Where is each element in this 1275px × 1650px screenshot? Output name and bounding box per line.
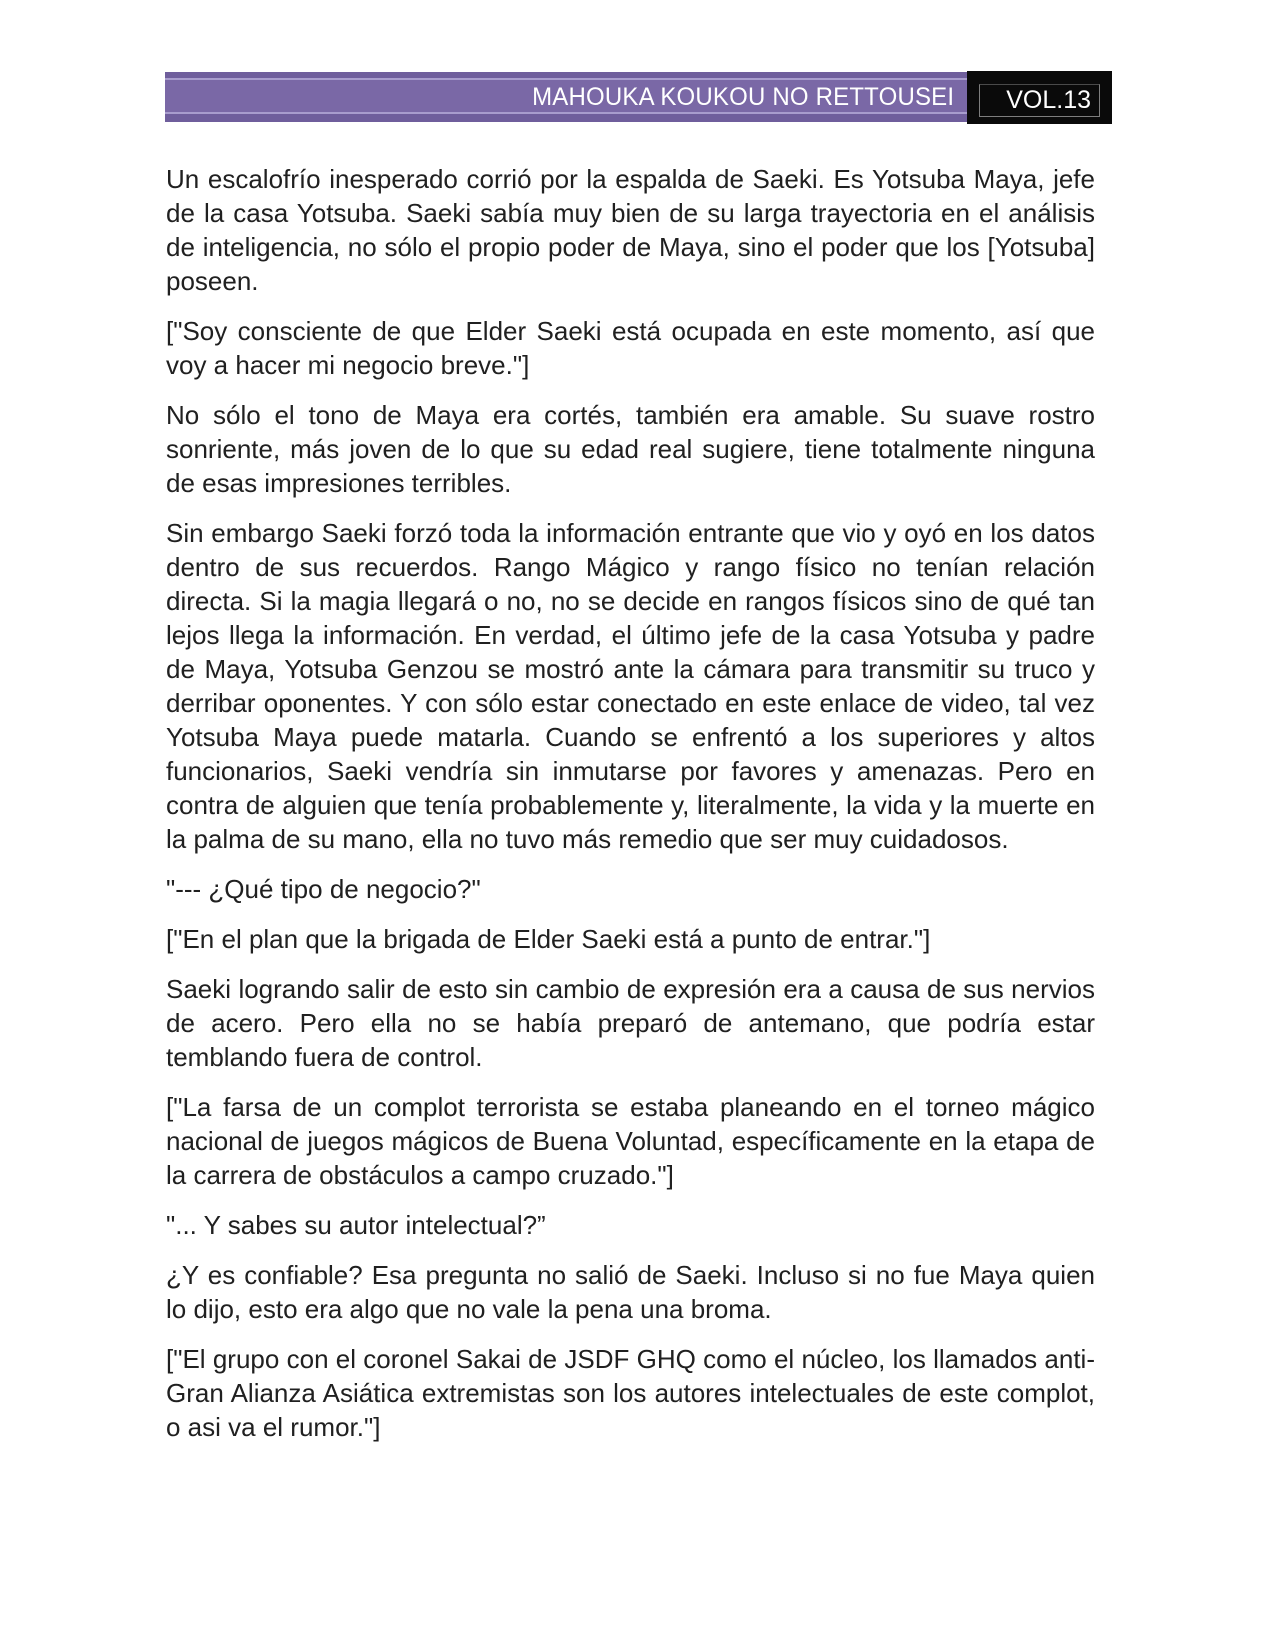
- paragraph: ["Soy consciente de que Elder Saeki está ocupada en este momento, así que voy a hacer mi negocio breve."]: [166, 316, 1095, 380]
- paragraph: Sin embargo Saeki forzó toda la información entrante que vio y oyó en los datos dentro de sus recuerdos. Rango Mágico y rango físico no tenían relación directa. Si la magia llegará o no, no se decide en rangos físicos sino de qué tan lejos llega la información. En verdad, el último jefe de la casa Yotsuba y padre de Maya, Yotsuba Genzou se mostró ante la cámara para transmitir su truco y derribar oponentes. Y con sólo estar conectado en este enlace de video, tal vez Yotsuba Maya puede matarla. Cuando se enfrentó a los superiores y altos funcionarios, Saeki vendría sin inmutarse por favores y amenazas. Pero en contra de alguien que tenía probablemente y, literalmente, la vida y la muerte en la palma de su mano, ella no tuvo más remedio que ser muy cuidadosos.: [166, 518, 1095, 854]
- paragraph: Un escalofrío inesperado corrió por la espalda de Saeki. Es Yotsuba Maya, jefe de la casa Yotsuba. Saeki sabía muy bien de su larga trayectoria en el análisis de inteligencia, no sólo el propio poder de Maya, sino el poder que los [Yotsuba] poseen.: [166, 164, 1095, 296]
- header-title-cell: [165, 72, 967, 122]
- paragraph: ["En el plan que la brigada de Elder Saeki está a punto de entrar."]: [166, 924, 931, 954]
- paragraph: ["La farsa de un complot terrorista se estaba planeando en el torneo mágico nacional de juegos mágicos de Buena Voluntad, específicamente en la etapa de la carrera de obstáculos a campo cruzado."]: [166, 1092, 1095, 1190]
- volume-badge-inner: [979, 84, 1100, 117]
- paragraph: ¿Y es confiable? Esa pregunta no salió de Saeki. Incluso si no fue Maya quien lo dijo, esto era algo que no vale la pena una broma.: [166, 1260, 1095, 1324]
- document-body: [166, 162, 1095, 1460]
- paragraph: "--- ¿Qué tipo de negocio?": [166, 874, 481, 904]
- paragraph: No sólo el tono de Maya era cortés, también era amable. Su suave rostro sonriente, más joven de lo que su edad real sugiere, tiene totalmente ninguna de esas impresiones terribles.: [166, 400, 1095, 498]
- header-title: MAHOUKA KOUKOU NO RETTOUSEI: [532, 82, 955, 111]
- volume-badge: [967, 71, 1112, 124]
- paragraph: ["El grupo con el coronel Sakai de JSDF GHQ como el núcleo, los llamados anti-Gran Alianza Asiática extremistas son los autores intelectuales de este complot, o asi va el rumor."]: [166, 1344, 1095, 1442]
- header-bar: [165, 72, 1112, 122]
- paragraph: "... Y sabes su autor intelectual?”: [166, 1210, 546, 1240]
- paragraph: Saeki logrando salir de esto sin cambio de expresión era a causa de sus nervios de acero. Pero ella no se había preparó de antemano, que podría estar temblando fuera de control.: [166, 974, 1095, 1072]
- volume-label: VOL.13: [1006, 86, 1091, 114]
